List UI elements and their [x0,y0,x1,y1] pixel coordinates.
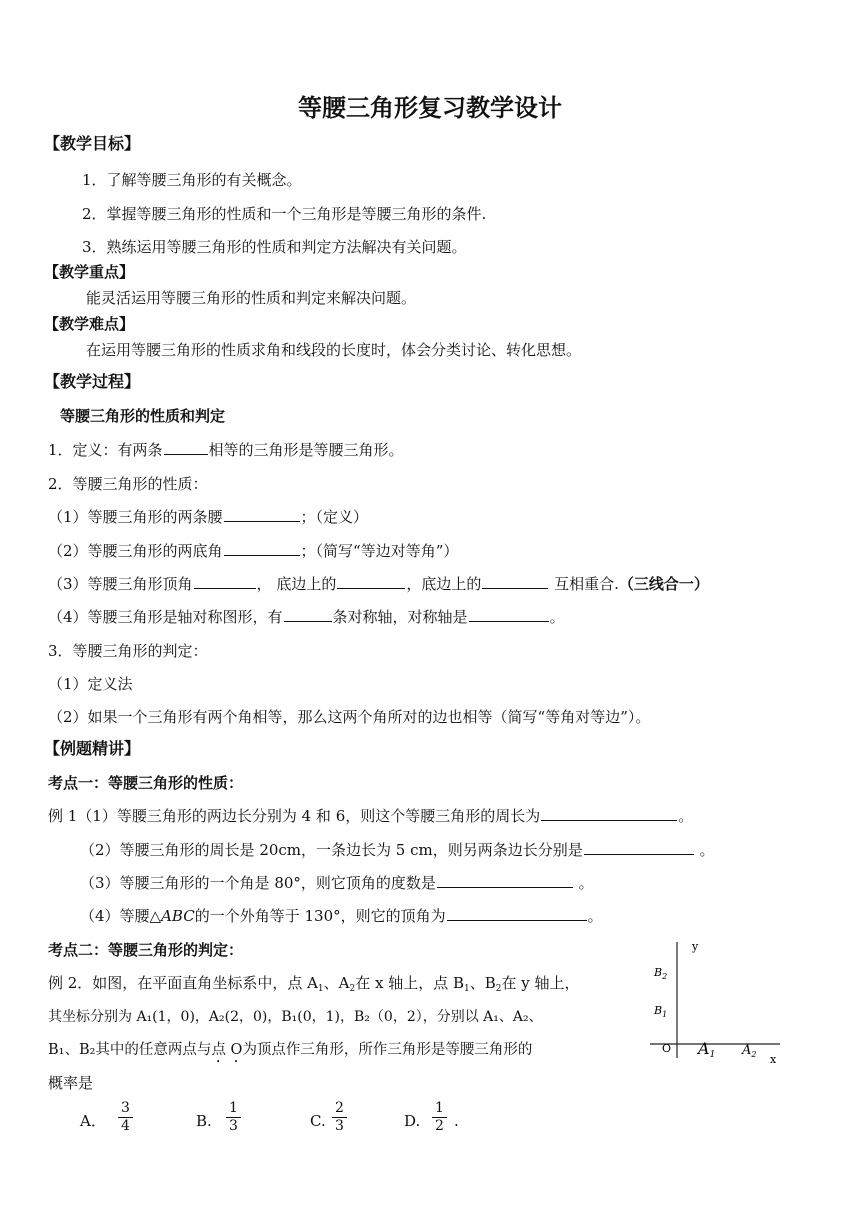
fill-blank[interactable] [469,607,549,622]
example-1-4 [80,906,603,926]
judgement-heading: 3．等腰三角形的判定： [48,642,208,660]
property-3-b: ， 底边上的 [256,575,337,593]
example-1-3-text: （3）等腰三角形的一个角是 80°，则它顶角的度数是 [80,874,436,892]
example-1-2 [80,840,715,860]
subscript: 2 [349,984,356,994]
definition-pre: 1．定义：有两条 [48,441,163,459]
judgement-1: （1）定义法 [48,675,133,693]
denominator: 4 [121,1118,130,1134]
numerator: 3 [118,1100,133,1118]
numerator: 2 [332,1100,347,1118]
properties-heading: 2．等腰三角形的性质： [48,475,208,493]
fill-blank[interactable] [224,507,300,522]
option-c-fraction [332,1100,347,1135]
example-1-4-mid: 的一个外角等于 130°，则它的顶角为 [194,907,446,925]
objectives-heading: 【教学目标】 [44,134,141,153]
fill-blank[interactable] [194,574,256,589]
option-d-period: . [454,1112,459,1130]
example-2-text: B₁、B₂其中的任意两点与 [48,1042,212,1058]
property-3 [48,574,709,594]
example-1-4-end: 。 [587,907,603,925]
fill-blank[interactable] [337,574,405,589]
objective-item-1: 1．了解等腰三角形的有关概念。 [82,171,302,189]
process-heading: 【教学过程】 [44,372,141,391]
example-2-text: 在 y 轴上， [501,974,580,992]
property-2 [48,541,458,561]
example-1-1-end: 。 [678,807,694,825]
objective-item-3: 3．熟练运用等腰三角形的性质和判定方法解决有关问题。 [82,238,467,256]
origin-label: O [662,1042,672,1055]
fill-blank[interactable] [284,607,332,622]
point-b2-label: $B_2$ [654,966,668,981]
numerator: 1 [432,1100,447,1118]
fill-blank[interactable] [584,840,694,855]
property-3-a: （3）等腰三角形顶角 [48,575,193,593]
property-1 [48,507,368,527]
triangle-abc: ABC [161,907,195,925]
point-b1-label: $B_1$ [654,1004,668,1019]
point-a1-label: A1 [698,1039,716,1060]
property-2-pre: （2）等腰三角形的两底角 [48,542,223,560]
denominator: 2 [435,1118,444,1134]
y-axis-label: y [692,940,699,953]
page-title: 等腰三角形复习教学设计 [298,93,562,122]
example-1-4-pre: （4）等腰△ [80,907,162,925]
example-1-3 [80,873,594,893]
objective-item-2: 2．掌握等腰三角形的性质和一个三角形是等腰三角形的条件. [82,205,487,223]
subscript: 2 [495,984,502,994]
property-1-pre: （1）等腰三角形的两条腰 [48,508,223,526]
point-a2-label: $A_2$ [742,1043,757,1059]
coordinate-figure [640,930,800,1070]
example-2-line-4: 概率是 [48,1074,94,1092]
fill-blank[interactable] [541,806,677,821]
example-1-1-text: 例 1（1）等腰三角形的两边长分别为 4 和 6，则这个等腰三角形的周长为 [48,807,541,825]
fill-blank[interactable] [224,541,300,556]
definition-line [48,440,404,460]
definition-post: 相等的三角形是等腰三角形。 [208,441,404,459]
option-d-fraction [432,1100,447,1135]
process-subheading: 等腰三角形的性质和判定 [60,407,226,425]
denominator: 3 [229,1118,238,1134]
key-points-text: 能灵活运用等腰三角形的性质和判定来解决问题。 [86,289,417,307]
fill-blank[interactable] [482,574,548,589]
example-2-line-3 [48,1040,532,1066]
subscript: 1 [317,984,324,994]
example-1-2-end: 。 [694,841,715,859]
kp1-heading: 考点一：等腰三角形的性质： [48,774,244,792]
example-1-3-end: 。 [573,874,594,892]
fill-blank[interactable] [447,906,587,921]
example-1-2-text: （2）等腰三角形的周长是 20cm，一条边长为 5 cm，则另两条边长分别是 [80,841,583,859]
example-1-1 [48,806,693,826]
option-b-label[interactable]: B. [196,1112,212,1130]
property-1-post: ；（定义） [300,508,369,526]
example-2-text: 、B [469,974,496,992]
kp2-heading: 考点二：等腰三角形的判定： [48,941,244,959]
example-2-text: 、A [323,974,350,992]
option-b-fraction [226,1100,241,1135]
property-3-d: 互相重合. [549,575,619,593]
judgement-2: （2）如果一个三角形有两个角相等，那么这两个角所对的边也相等（简写“等角对等边”）。 [48,708,651,726]
fill-blank[interactable] [164,440,208,455]
fill-blank[interactable] [437,873,573,888]
example-2-text: 为顶点作三角形，所作三角形是等腰三角形的 [242,1042,533,1058]
numerator: 1 [226,1100,241,1118]
three-lines-one: （三线合一） [618,575,709,593]
example-2-text: 在 x 轴上，点 B [355,974,465,992]
examples-heading: 【例题精讲】 [44,739,141,758]
subscript: 1 [464,984,470,994]
option-a-label[interactable]: A． [80,1112,106,1130]
property-4-mid: 条对称轴，对称轴是 [332,608,468,626]
difficulties-heading: 【教学难点】 [44,315,135,333]
property-4-post: 。 [549,608,565,626]
example-2-line-1 [48,973,580,993]
denominator: 3 [335,1118,344,1134]
example-2-text: 例 2．如图，在平面直角坐标系中，点 A [48,974,318,992]
difficulties-text: 在运用等腰三角形的性质求角和线段的长度时，体会分类讨论、转化思想。 [86,341,582,359]
property-2-post: ；（简写“等边对等角”） [300,542,459,560]
property-3-c: ，底边上的 [406,575,482,593]
property-4 [48,607,565,627]
option-a-fraction [118,1100,133,1135]
option-c-label[interactable]: C. [310,1112,326,1130]
emphasized-point-o: 点 O [211,1042,243,1058]
example-2-line-2: 其坐标分别为 A₁(1，0)，A₂(2，0)，B₁(0，1)，B₂（0，2），分别以 A₁、A₂、 [48,1009,543,1025]
option-d-label[interactable]: D. [404,1112,421,1130]
x-axis-label: x [770,1053,777,1066]
property-4-pre: （4）等腰三角形是轴对称图形，有 [48,608,283,626]
key-points-heading: 【教学重点】 [44,263,135,281]
